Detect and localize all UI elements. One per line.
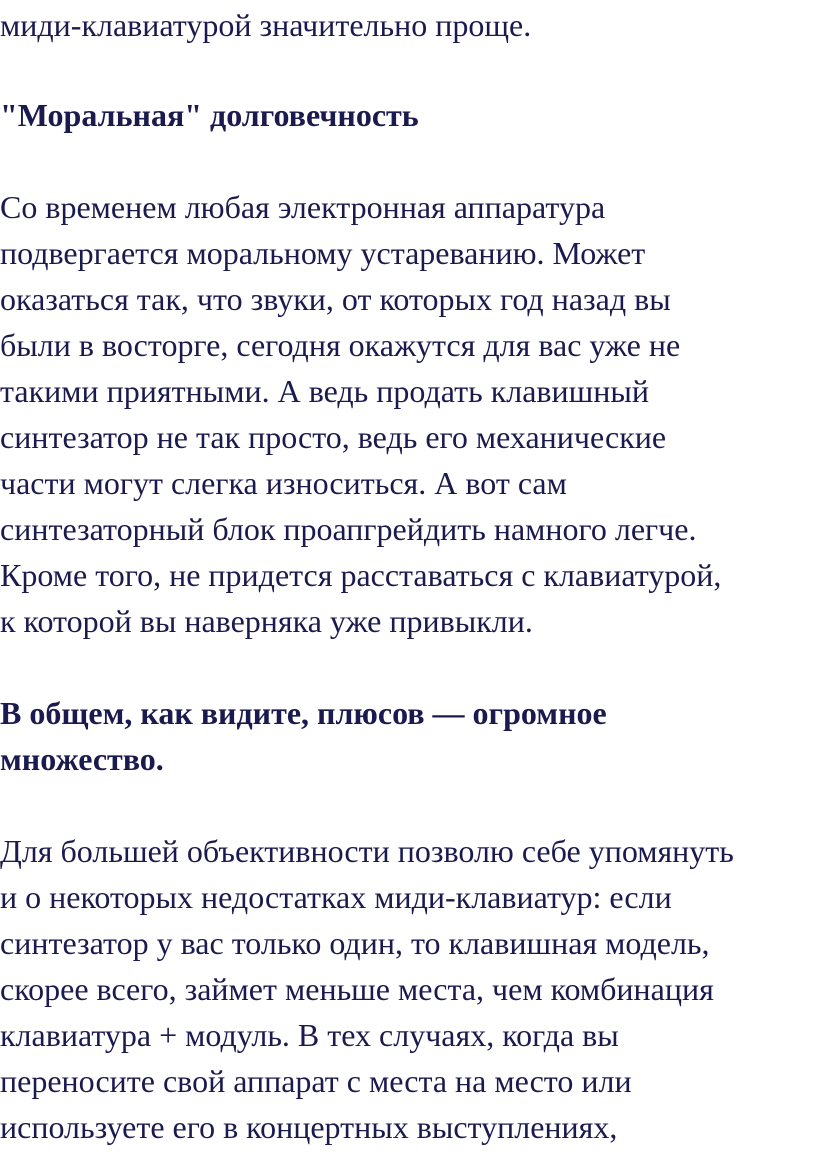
- text-line: В общем, как видите, плюсов — огромное: [0, 695, 607, 731]
- text-line: Со временем любая электронная аппаратура: [0, 189, 606, 225]
- text-line: синтезатор не так просто, ведь его механические: [0, 419, 667, 455]
- text-line: миди-клавиатурой значительно проще.: [0, 7, 532, 43]
- text-line: Для большей объективности позволю себе упомянуть: [0, 833, 734, 869]
- text-line: оказаться так, что звуки, от которых год назад вы: [0, 281, 671, 317]
- text-line: множество.: [0, 741, 164, 777]
- text-line: подвергается моральному устареванию. Может: [0, 235, 646, 271]
- text-line: части могут слегка износиться. А вот сам: [0, 465, 567, 501]
- text-line: синтезатор у вас только один, то клавишная модель,: [0, 925, 710, 961]
- text-line: клавиатура + модуль. В тех случаях, когда вы: [0, 1017, 619, 1053]
- text-line: к которой вы наверняка уже привыкли.: [0, 603, 533, 639]
- text-line: были в восторге, сегодня окажутся для вас уже не: [0, 327, 681, 363]
- text-line: синтезаторный блок проапгрейдить намного легче.: [0, 511, 697, 547]
- text-line: скорее всего, займет меньше места, чем комбинация: [0, 971, 714, 1007]
- text-line: используете его в концертных выступлениях,: [0, 1109, 618, 1145]
- text-line: переносите свой аппарат с места на место или: [0, 1063, 632, 1099]
- text-line: и о некоторых недостатках миди-клавиатур: если: [0, 879, 672, 915]
- text-line: такими приятными. А ведь продать клавишный: [0, 373, 650, 409]
- text-line: Кроме того, не придется расставаться с клавиатурой,: [0, 557, 722, 593]
- section-heading: "Моральная" долговечность: [0, 97, 419, 133]
